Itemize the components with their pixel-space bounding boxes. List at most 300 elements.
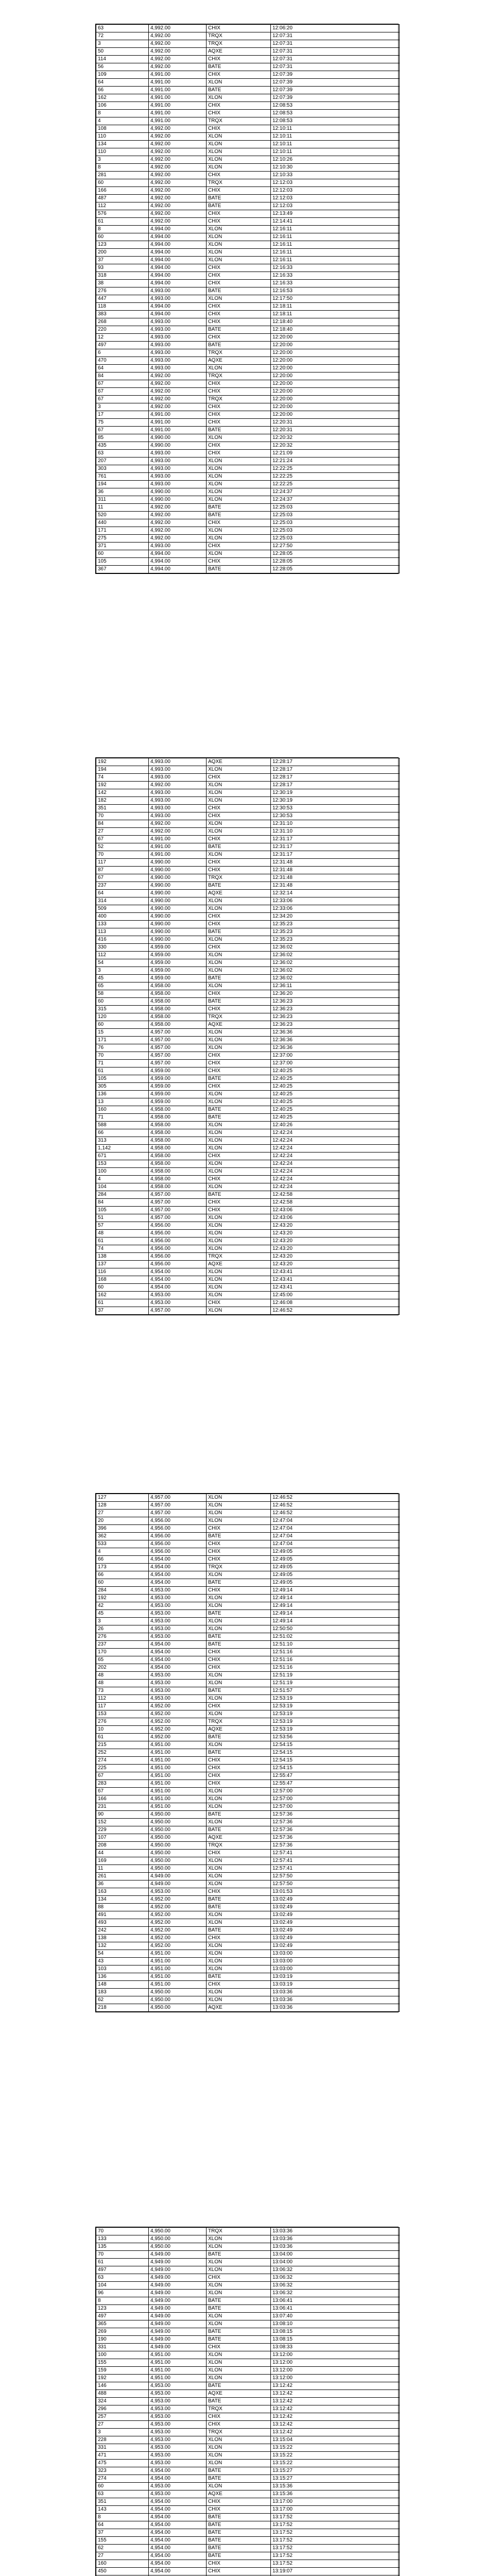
trade-quantity: 148 — [96, 1981, 149, 1989]
trade-venue: TRQX — [207, 1564, 271, 1571]
trade-price: 4,958.00 — [149, 1122, 207, 1129]
trade-venue: BATE — [207, 63, 271, 71]
trade-price: 4,993.00 — [149, 450, 207, 457]
table-row — [96, 851, 400, 859]
trade-venue: XLON — [207, 233, 271, 241]
trade-quantity: 152 — [96, 1819, 149, 1826]
trade-quantity: 202 — [96, 1664, 149, 1672]
trade-time: 12:51:19 — [271, 1680, 400, 1687]
trade-quantity: 3 — [96, 1618, 149, 1625]
trade-time: 12:43:41 — [271, 1268, 400, 1276]
table-row — [96, 1510, 400, 1517]
trade-venue: TRQX — [207, 117, 271, 125]
trade-price: 4,993.00 — [149, 457, 207, 465]
trade-time: 12:57:00 — [271, 1788, 400, 1795]
table-row — [96, 481, 400, 488]
trade-quantity: 324 — [96, 2398, 149, 2405]
trade-venue: XLON — [207, 851, 271, 859]
trade-venue: CHIX — [207, 102, 271, 110]
trade-venue: CHIX — [207, 403, 271, 411]
trade-quantity: 166 — [96, 187, 149, 195]
trade-time: 12:53:19 — [271, 1718, 400, 1726]
trade-venue: BATE — [207, 287, 271, 295]
table-row — [96, 975, 400, 982]
table-row — [96, 1556, 400, 1564]
trade-venue: BATE — [207, 1826, 271, 1834]
table-row — [96, 1734, 400, 1741]
trade-price: 4,956.00 — [149, 1540, 207, 1548]
trade-venue: CHIX — [207, 1664, 271, 1672]
trade-time: 12:42:24 — [271, 1153, 400, 1160]
trade-time: 13:17:00 — [271, 2506, 400, 2514]
trade-quantity: 104 — [96, 2282, 149, 2290]
trade-price: 4,990.00 — [149, 913, 207, 921]
trade-time: 13:15:22 — [271, 2444, 400, 2452]
trade-price: 4,992.00 — [149, 535, 207, 543]
table-row — [96, 2398, 400, 2405]
trade-quantity: 194 — [96, 481, 149, 488]
trade-time: 12:12:03 — [271, 195, 400, 202]
trade-venue: CHIX — [207, 2568, 271, 2575]
trade-quantity: 54 — [96, 959, 149, 967]
trade-venue: TRQX — [207, 2429, 271, 2436]
table-row — [96, 936, 400, 944]
trade-price: 4,993.00 — [149, 797, 207, 805]
trade-price: 4,952.00 — [149, 1726, 207, 1734]
trade-time: 13:12:42 — [271, 2405, 400, 2413]
trade-time: 13:17:52 — [271, 2537, 400, 2545]
trade-time: 12:16:11 — [271, 241, 400, 249]
trade-price: 4,952.00 — [149, 1734, 207, 1741]
table-row — [96, 2568, 400, 2575]
trade-quantity: 15 — [96, 1029, 149, 1037]
trade-table-block-2 — [95, 757, 399, 1315]
trade-quantity: 70 — [96, 2228, 149, 2235]
trade-venue: XLON — [207, 1795, 271, 1803]
trade-price: 4,953.00 — [149, 1595, 207, 1602]
table-row — [96, 434, 400, 442]
trade-price: 4,953.00 — [149, 1610, 207, 1618]
trade-quantity: 367 — [96, 566, 149, 573]
table-row — [96, 543, 400, 550]
table-row — [96, 2537, 400, 2545]
trade-price: 4,959.00 — [149, 1098, 207, 1106]
trade-time: 12:40:25 — [271, 1091, 400, 1098]
table-row — [96, 2351, 400, 2359]
trade-venue: BATE — [207, 504, 271, 512]
trade-time: 12:31:48 — [271, 874, 400, 882]
trade-price: 4,959.00 — [149, 1075, 207, 1083]
trade-price: 4,993.00 — [149, 287, 207, 295]
trade-quantity: 207 — [96, 457, 149, 465]
table-row — [96, 1199, 400, 1207]
trade-price: 4,992.00 — [149, 63, 207, 71]
table-row — [96, 2552, 400, 2560]
trade-quantity: 109 — [96, 71, 149, 79]
trade-quantity: 27 — [96, 828, 149, 836]
trade-venue: XLON — [207, 94, 271, 102]
trade-venue: BATE — [207, 1973, 271, 1981]
trade-venue: BATE — [207, 998, 271, 1006]
trade-time: 12:40:25 — [271, 1114, 400, 1122]
table-row — [96, 944, 400, 952]
trade-venue: CHIX — [207, 1052, 271, 1060]
trade-quantity: 133 — [96, 2235, 149, 2243]
trade-quantity: 284 — [96, 1191, 149, 1199]
trade-time: 12:35:23 — [271, 921, 400, 928]
trade-price: 4,992.00 — [149, 164, 207, 172]
trade-quantity: 113 — [96, 928, 149, 936]
trade-time: 12:49:05 — [271, 1556, 400, 1564]
trade-quantity: 100 — [96, 2351, 149, 2359]
trade-price: 4,991.00 — [149, 851, 207, 859]
trade-table — [96, 758, 400, 1315]
table-row — [96, 233, 400, 241]
trade-quantity: 123 — [96, 2305, 149, 2313]
trade-time: 13:12:42 — [271, 2413, 400, 2421]
trade-venue: XLON — [207, 959, 271, 967]
table-row — [96, 388, 400, 396]
trade-venue: AQXE — [207, 2004, 271, 2012]
trade-quantity: 60 — [96, 1579, 149, 1587]
trade-price: 4,953.00 — [149, 2483, 207, 2490]
table-row — [96, 133, 400, 141]
trade-price: 4,954.00 — [149, 1649, 207, 1656]
trade-quantity: 117 — [96, 1703, 149, 1710]
table-row — [96, 921, 400, 928]
trade-price: 4,951.00 — [149, 1741, 207, 1749]
trade-quantity: 3 — [96, 40, 149, 48]
trade-price: 4,958.00 — [149, 1145, 207, 1153]
trade-quantity: 134 — [96, 1896, 149, 1904]
table-row — [96, 2282, 400, 2290]
trade-time: 12:18:40 — [271, 318, 400, 326]
trade-venue: CHIX — [207, 1772, 271, 1780]
trade-venue: XLON — [207, 1989, 271, 1996]
trade-price: 4,953.00 — [149, 1695, 207, 1703]
trade-time: 13:03:19 — [271, 1973, 400, 1981]
table-row — [96, 1880, 400, 1888]
trade-time: 12:22:25 — [271, 473, 400, 481]
trade-price: 4,956.00 — [149, 1245, 207, 1253]
trade-venue: TRQX — [207, 1253, 271, 1261]
trade-venue: BATE — [207, 1927, 271, 1935]
trade-price: 4,951.00 — [149, 1803, 207, 1811]
trade-venue: XLON — [207, 1183, 271, 1191]
trade-price: 4,954.00 — [149, 2529, 207, 2537]
trade-price: 4,992.00 — [149, 403, 207, 411]
trade-quantity: 257 — [96, 2413, 149, 2421]
trade-venue: CHIX — [207, 2421, 271, 2429]
trade-quantity: 160 — [96, 1106, 149, 1114]
trade-time: 12:06:20 — [271, 25, 400, 32]
trade-quantity: 220 — [96, 326, 149, 334]
table-row — [96, 48, 400, 56]
trade-quantity: 237 — [96, 882, 149, 890]
trade-quantity: 182 — [96, 797, 149, 805]
trade-quantity: 315 — [96, 1006, 149, 1013]
trade-venue: XLON — [207, 1873, 271, 1880]
trade-time: 12:53:19 — [271, 1695, 400, 1703]
trade-quantity: 45 — [96, 975, 149, 982]
trade-time: 12:47:04 — [271, 1540, 400, 1548]
trade-price: 4,949.00 — [149, 2259, 207, 2266]
table-row — [96, 2328, 400, 2336]
trade-venue: CHIX — [207, 1083, 271, 1091]
trade-time: 12:31:17 — [271, 851, 400, 859]
trade-quantity: 488 — [96, 2390, 149, 2398]
trade-time: 12:08:53 — [271, 102, 400, 110]
trade-time: 12:31:48 — [271, 859, 400, 867]
trade-quantity: 173 — [96, 1564, 149, 1571]
table-row — [96, 1525, 400, 1533]
table-row — [96, 1098, 400, 1106]
table-row — [96, 311, 400, 318]
trade-quantity: 283 — [96, 1780, 149, 1788]
table-row — [96, 1006, 400, 1013]
trade-venue: XLON — [207, 241, 271, 249]
trade-price: 4,992.00 — [149, 380, 207, 388]
trade-time: 12:54:15 — [271, 1765, 400, 1772]
trade-quantity: 60 — [96, 233, 149, 241]
trade-quantity: 331 — [96, 2444, 149, 2452]
trade-venue: XLON — [207, 365, 271, 372]
table-row — [96, 1656, 400, 1664]
trade-time: 12:30:19 — [271, 789, 400, 797]
trade-time: 12:07:31 — [271, 32, 400, 40]
table-row — [96, 982, 400, 990]
trade-venue: XLON — [207, 1788, 271, 1795]
trade-price: 4,949.00 — [149, 2282, 207, 2290]
table-row — [96, 1625, 400, 1633]
table-row — [96, 1757, 400, 1765]
trade-venue: XLON — [207, 1230, 271, 1238]
table-row — [96, 1145, 400, 1153]
trade-venue: XLON — [207, 2290, 271, 2297]
trade-time: 12:07:31 — [271, 48, 400, 56]
trade-quantity: 183 — [96, 1989, 149, 1996]
trade-time: 12:36:23 — [271, 1013, 400, 1021]
trade-venue: XLON — [207, 148, 271, 156]
trade-quantity: 132 — [96, 1942, 149, 1950]
table-row — [96, 1060, 400, 1067]
trade-quantity: 37 — [96, 1307, 149, 1315]
trade-quantity: 509 — [96, 905, 149, 913]
trade-venue: XLON — [207, 156, 271, 164]
trade-venue: XLON — [207, 473, 271, 481]
trade-time: 13:02:49 — [271, 1942, 400, 1950]
trade-venue: BATE — [207, 1687, 271, 1695]
trade-price: 4,950.00 — [149, 1842, 207, 1850]
trade-price: 4,957.00 — [149, 1191, 207, 1199]
table-row — [96, 2467, 400, 2475]
trade-price: 4,953.00 — [149, 1625, 207, 1633]
trade-time: 13:15:36 — [271, 2483, 400, 2490]
trade-time: 13:08:33 — [271, 2344, 400, 2351]
table-row — [96, 1517, 400, 1525]
trade-quantity: 127 — [96, 1494, 149, 1502]
trade-time: 12:57:00 — [271, 1795, 400, 1803]
trade-price: 4,959.00 — [149, 1067, 207, 1075]
trade-venue: XLON — [207, 2266, 271, 2274]
trade-quantity: 103 — [96, 1965, 149, 1973]
trade-quantity: 112 — [96, 952, 149, 959]
table-row — [96, 928, 400, 936]
table-row — [96, 1741, 400, 1749]
table-row — [96, 473, 400, 481]
trade-price: 4,991.00 — [149, 836, 207, 843]
trade-price: 4,951.00 — [149, 2375, 207, 2382]
table-row — [96, 828, 400, 836]
trade-time: 12:53:19 — [271, 1710, 400, 1718]
trade-quantity: 200 — [96, 249, 149, 257]
trade-quantity: 63 — [96, 25, 149, 32]
table-row — [96, 1238, 400, 1245]
table-row — [96, 1307, 400, 1315]
trade-price: 4,956.00 — [149, 1230, 207, 1238]
trade-time: 12:18:11 — [271, 311, 400, 318]
table-row — [96, 25, 400, 32]
trade-time: 12:43:20 — [271, 1238, 400, 1245]
trade-price: 4,990.00 — [149, 442, 207, 450]
trade-time: 12:08:53 — [271, 110, 400, 117]
trade-price: 4,993.00 — [149, 543, 207, 550]
table-row — [96, 349, 400, 357]
trade-quantity: 497 — [96, 2313, 149, 2320]
trade-price: 4,992.00 — [149, 40, 207, 48]
trade-quantity: 8 — [96, 110, 149, 117]
trade-quantity: 65 — [96, 1656, 149, 1664]
table-row — [96, 1958, 400, 1965]
trade-price: 4,954.00 — [149, 1556, 207, 1564]
trade-price: 4,991.00 — [149, 71, 207, 79]
table-row — [96, 1540, 400, 1548]
trade-quantity: 63 — [96, 2274, 149, 2282]
trade-time: 13:06:41 — [271, 2305, 400, 2313]
table-row — [96, 2490, 400, 2498]
trade-time: 12:35:23 — [271, 936, 400, 944]
trade-time: 12:20:32 — [271, 442, 400, 450]
trade-venue: XLON — [207, 481, 271, 488]
trade-price: 4,956.00 — [149, 1222, 207, 1230]
table-row — [96, 1795, 400, 1803]
trade-venue: BATE — [207, 843, 271, 851]
trade-price: 4,994.00 — [149, 311, 207, 318]
trade-quantity: 61 — [96, 2259, 149, 2266]
trade-time: 12:57:36 — [271, 1811, 400, 1819]
trade-price: 4,951.00 — [149, 1965, 207, 1973]
trade-time: 12:54:15 — [271, 1741, 400, 1749]
trade-price: 4,950.00 — [149, 1865, 207, 1873]
trade-venue: CHIX — [207, 2506, 271, 2514]
trade-quantity: 54 — [96, 1950, 149, 1958]
trade-quantity: 61 — [96, 218, 149, 226]
trade-quantity: 296 — [96, 2405, 149, 2413]
trade-price: 4,954.00 — [149, 1664, 207, 1672]
trade-venue: CHIX — [207, 272, 271, 280]
trade-price: 4,950.00 — [149, 1819, 207, 1826]
trade-price: 4,993.00 — [149, 295, 207, 303]
trade-time: 12:57:36 — [271, 1819, 400, 1826]
trade-price: 4,954.00 — [149, 2568, 207, 2575]
trade-time: 12:42:24 — [271, 1137, 400, 1145]
trade-time: 12:20:00 — [271, 365, 400, 372]
trade-time: 13:04:00 — [271, 2251, 400, 2259]
trade-quantity: 497 — [96, 2266, 149, 2274]
table-row — [96, 766, 400, 774]
trade-venue: CHIX — [207, 1006, 271, 1013]
table-row — [96, 2336, 400, 2344]
table-row — [96, 1718, 400, 1726]
trade-venue: BATE — [207, 1811, 271, 1819]
trade-price: 4,954.00 — [149, 2506, 207, 2514]
trade-time: 12:28:17 — [271, 758, 400, 766]
trade-price: 4,994.00 — [149, 249, 207, 257]
table-row — [96, 890, 400, 897]
trade-quantity: 61 — [96, 1734, 149, 1741]
trade-time: 13:12:42 — [271, 2390, 400, 2398]
trade-venue: AQXE — [207, 1726, 271, 1734]
trade-quantity: 588 — [96, 1122, 149, 1129]
trade-time: 12:40:25 — [271, 1075, 400, 1083]
trade-quantity: 37 — [96, 257, 149, 264]
table-row — [96, 1571, 400, 1579]
trade-quantity: 118 — [96, 303, 149, 311]
trade-venue: XLON — [207, 828, 271, 836]
trade-quantity: 163 — [96, 1888, 149, 1896]
trade-time: 13:15:22 — [271, 2452, 400, 2460]
trade-price: 4,991.00 — [149, 427, 207, 434]
trade-price: 4,991.00 — [149, 117, 207, 125]
table-row — [96, 1548, 400, 1556]
table-row — [96, 566, 400, 573]
table-row — [96, 874, 400, 882]
table-row — [96, 40, 400, 48]
table-row — [96, 1672, 400, 1680]
trade-time: 12:20:00 — [271, 396, 400, 403]
trade-table — [96, 24, 400, 573]
trade-table-block-4 — [95, 2227, 399, 2576]
trade-price: 4,992.00 — [149, 141, 207, 148]
trade-venue: CHIX — [207, 25, 271, 32]
trade-time: 12:20:31 — [271, 427, 400, 434]
table-row — [96, 1641, 400, 1649]
trade-price: 4,958.00 — [149, 982, 207, 990]
trade-time: 13:17:00 — [271, 2498, 400, 2506]
trade-price: 4,993.00 — [149, 334, 207, 342]
trade-price: 4,953.00 — [149, 1672, 207, 1680]
trade-quantity: 314 — [96, 897, 149, 905]
trade-quantity: 171 — [96, 1037, 149, 1044]
table-row — [96, 504, 400, 512]
trade-venue: XLON — [207, 1091, 271, 1098]
trade-time: 12:16:11 — [271, 249, 400, 257]
trade-quantity: 64 — [96, 890, 149, 897]
table-row — [96, 2460, 400, 2467]
trade-time: 12:49:14 — [271, 1618, 400, 1625]
trade-venue: BATE — [207, 202, 271, 210]
table-row — [96, 897, 400, 905]
trade-venue: BATE — [207, 2521, 271, 2529]
trade-venue: XLON — [207, 1741, 271, 1749]
table-row — [96, 172, 400, 179]
trade-quantity: 225 — [96, 1765, 149, 1772]
trade-quantity: 63 — [96, 450, 149, 457]
trade-price: 4,994.00 — [149, 303, 207, 311]
trade-price: 4,993.00 — [149, 805, 207, 812]
trade-venue: BATE — [207, 2552, 271, 2560]
trade-price: 4,991.00 — [149, 110, 207, 117]
